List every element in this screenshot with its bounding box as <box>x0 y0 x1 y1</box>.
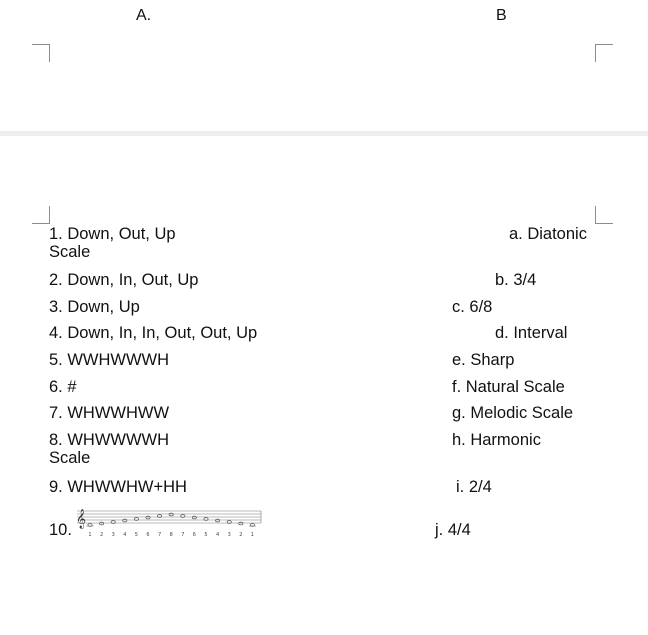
column-b-item-a: a. Diatonic <box>509 225 587 243</box>
column-b-item-g: g. Melodic Scale <box>452 404 574 422</box>
column-b-item-e: e. Sharp <box>452 351 515 369</box>
staff-degree-number: 8 <box>169 532 173 538</box>
column-a-item-10: 10. <box>49 521 72 539</box>
staff-note <box>146 516 150 519</box>
staff-note <box>216 519 220 522</box>
margin-corner-bottom-right <box>595 206 613 224</box>
staff-degree-number: 3 <box>111 532 115 538</box>
staff-degree-number: 4 <box>123 532 127 538</box>
column-b-item-i: i. 2/4 <box>456 478 492 496</box>
staff-note <box>100 522 104 525</box>
staff-degree-number: 6 <box>192 532 196 538</box>
column-a-item-4: 4. Down, In, In, Out, Out, Up <box>49 324 258 342</box>
staff-degree-number: 2 <box>100 532 104 538</box>
column-a-item-3: 3. Down, Up <box>49 298 140 316</box>
treble-clef-icon: 𝄞 <box>77 509 87 529</box>
margin-corner-top-left <box>32 44 50 62</box>
page-break-divider <box>0 131 648 136</box>
staff-degree-number: 1 <box>250 532 254 538</box>
column-a-item-2: 2. Down, In, Out, Up <box>49 271 199 289</box>
column-b-item-f: f. Natural Scale <box>452 378 565 396</box>
staff-note <box>239 522 243 525</box>
staff-degree-number: 3 <box>227 532 231 538</box>
staff-degree-number: 4 <box>216 532 220 538</box>
column-b-item-j: j. 4/4 <box>435 521 471 539</box>
staff-svg <box>77 505 263 539</box>
column-a-item-5: 5. WWHWWWH <box>49 351 170 369</box>
column-b-item-h: h. Harmonic <box>452 431 541 449</box>
column-a-item-8 <box>49 431 169 467</box>
margin-corner-bottom-left <box>32 206 50 224</box>
scale-staff-image <box>77 505 263 539</box>
staff-degree-number: 7 <box>181 532 185 538</box>
staff-note <box>123 519 127 522</box>
column-a-item-6: 6. # <box>49 378 77 396</box>
column-a-item-9: 9. WHWWHW+HH <box>49 478 187 496</box>
column-a-header: A. <box>136 7 152 24</box>
column-a-item-1-cont: Scale <box>49 243 91 261</box>
column-a-item-1-text: 1. Down, Out, Up <box>49 225 176 243</box>
staff-note <box>169 513 173 516</box>
column-a-item-1 <box>49 225 176 261</box>
staff-degree-number: 7 <box>158 532 162 538</box>
staff-degree-number: 1 <box>88 532 92 538</box>
column-a-item-7: 7. WHWWHWW <box>49 404 170 422</box>
column-a-item-8-cont: Scale <box>49 449 91 467</box>
column-b-header: B <box>496 7 507 24</box>
staff-note <box>192 516 196 519</box>
staff-degree-number: 2 <box>239 532 243 538</box>
column-b-item-c: c. 6/8 <box>452 298 493 316</box>
margin-corner-top-right <box>595 44 613 62</box>
column-b-item-d: d. Interval <box>495 324 568 342</box>
column-a-item-8-text: 8. WHWWWWH <box>49 431 170 449</box>
staff-degree-numbers <box>88 532 254 538</box>
staff-degree-number: 6 <box>146 532 150 538</box>
staff-degree-number: 5 <box>204 532 208 538</box>
column-b-item-b: b. 3/4 <box>495 271 537 289</box>
staff-degree-number: 5 <box>134 532 138 538</box>
